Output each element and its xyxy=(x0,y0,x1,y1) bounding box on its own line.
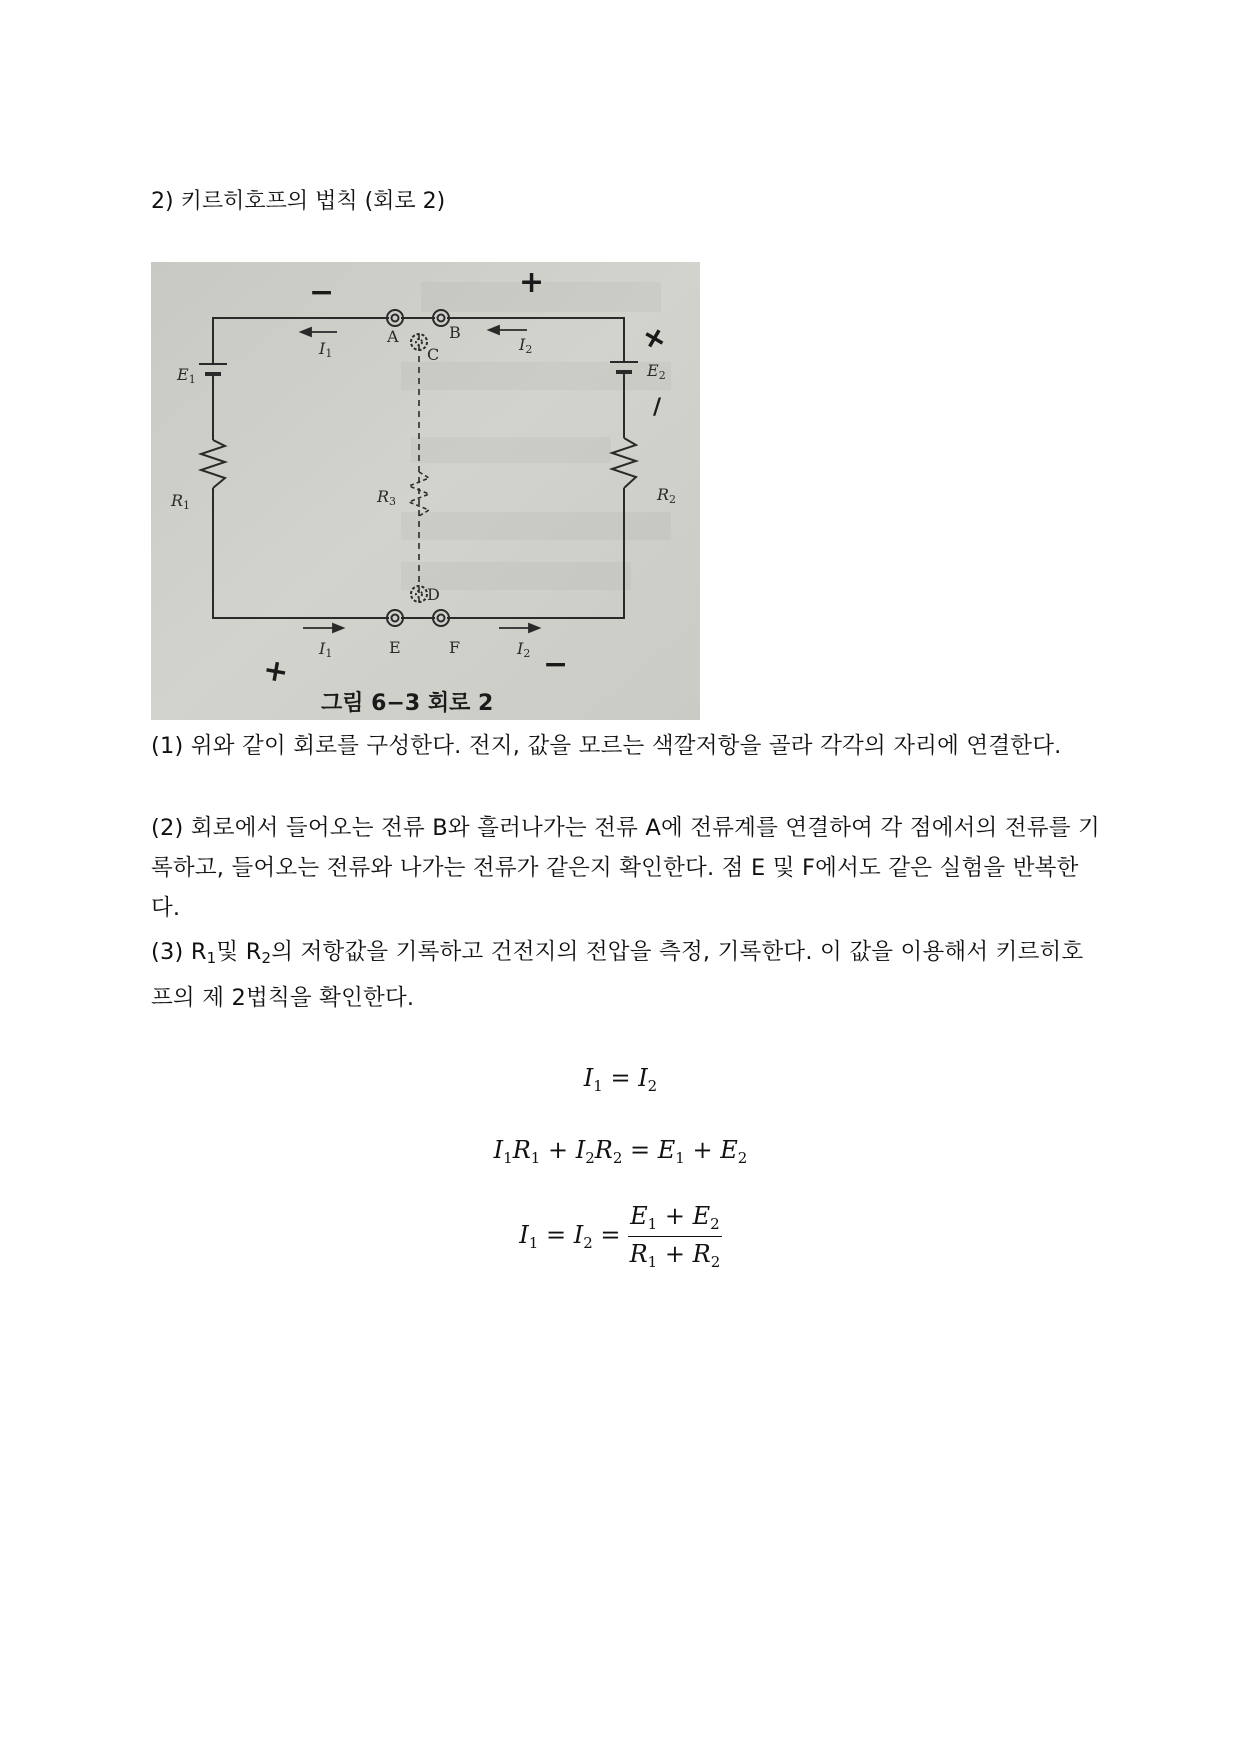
label-e: E xyxy=(389,638,401,657)
label-r3-sub: 3 xyxy=(389,495,397,508)
circuit-figure xyxy=(151,262,700,720)
figure-caption: 그림 6−3 회로 2 xyxy=(321,691,494,716)
label-e2-sub: 2 xyxy=(658,369,666,382)
paragraph-1: (1) 위와 같이 회로를 구성한다. 전지, 값을 모르는 색깔저항을 골라 각각의 자리에 연결한다. xyxy=(151,733,1062,759)
label-i1-bottom: I xyxy=(319,639,326,658)
photo-background xyxy=(151,262,700,720)
handwritten-minus-top-left: − xyxy=(309,275,335,310)
handwritten-plus-top: + xyxy=(519,265,545,300)
label-r1: R xyxy=(171,491,184,510)
label-i2-top: I xyxy=(519,335,526,354)
label-i1-top: I xyxy=(319,339,326,358)
equation-1: $I_1 = I_2$ xyxy=(583,1064,658,1095)
label-e1: E xyxy=(177,365,189,384)
fraction-numerator: $E_1 + E_2$ xyxy=(628,1202,722,1237)
section-heading: 2) 키르히호프의 법칙 (회로 2) xyxy=(151,189,446,214)
label-c: C xyxy=(427,345,440,364)
equation-2: $I_1R_1 + I_2R_2 = E_1 + E_2$ xyxy=(493,1136,748,1167)
label-f: F xyxy=(449,638,461,657)
label-r3: R xyxy=(377,487,390,506)
label-i2-bottom: I xyxy=(517,639,524,658)
label-d: D xyxy=(427,585,440,604)
label-e2: E xyxy=(647,361,659,380)
handwritten-slash-right: / xyxy=(653,395,662,420)
handwritten-plus-right: + xyxy=(634,316,675,360)
handwritten-minus-bottom: − xyxy=(543,647,569,682)
label-b: B xyxy=(449,323,461,342)
handwritten-plus-bottom-left: + xyxy=(260,651,292,691)
paragraph-2: (2) 회로에서 들어오는 전류 B와 흘러나가는 전류 A에 전류계를 연결하여 각 점에서의 전류를 기록하고, 들어오는 전류와 나가는 전류가 같은지 확인한다. 점 E 및 F에서도 같은 실험을 반복한다. xyxy=(151,815,1100,921)
label-a: A xyxy=(387,327,399,346)
label-i2-top-sub: 2 xyxy=(525,343,533,356)
circuit-diagram xyxy=(151,262,700,720)
label-i1-top-sub: 1 xyxy=(325,347,333,360)
label-i1-bottom-sub: 1 xyxy=(325,647,333,660)
label-e1-sub: 1 xyxy=(188,373,196,386)
equation-3: $I_1 = I_2$ = $\frac{E_1 + E_2}{R_1 + R_2}$ xyxy=(519,1202,721,1271)
label-r1-sub: 1 xyxy=(183,499,191,512)
label-r2-sub: 2 xyxy=(669,493,677,506)
label-i2-bottom-sub: 2 xyxy=(523,647,531,660)
fraction-denominator: $R_1 + R_2$ xyxy=(629,1240,721,1271)
paragraph-3: (3) R1및 R2의 저항값을 기록하고 건전지의 전압을 측정, 기록한다. 이 값을 이용해서 키르히호프의 제 2법칙을 확인한다. xyxy=(151,939,1084,1011)
fraction xyxy=(628,1202,722,1271)
label-r2: R xyxy=(657,485,670,504)
